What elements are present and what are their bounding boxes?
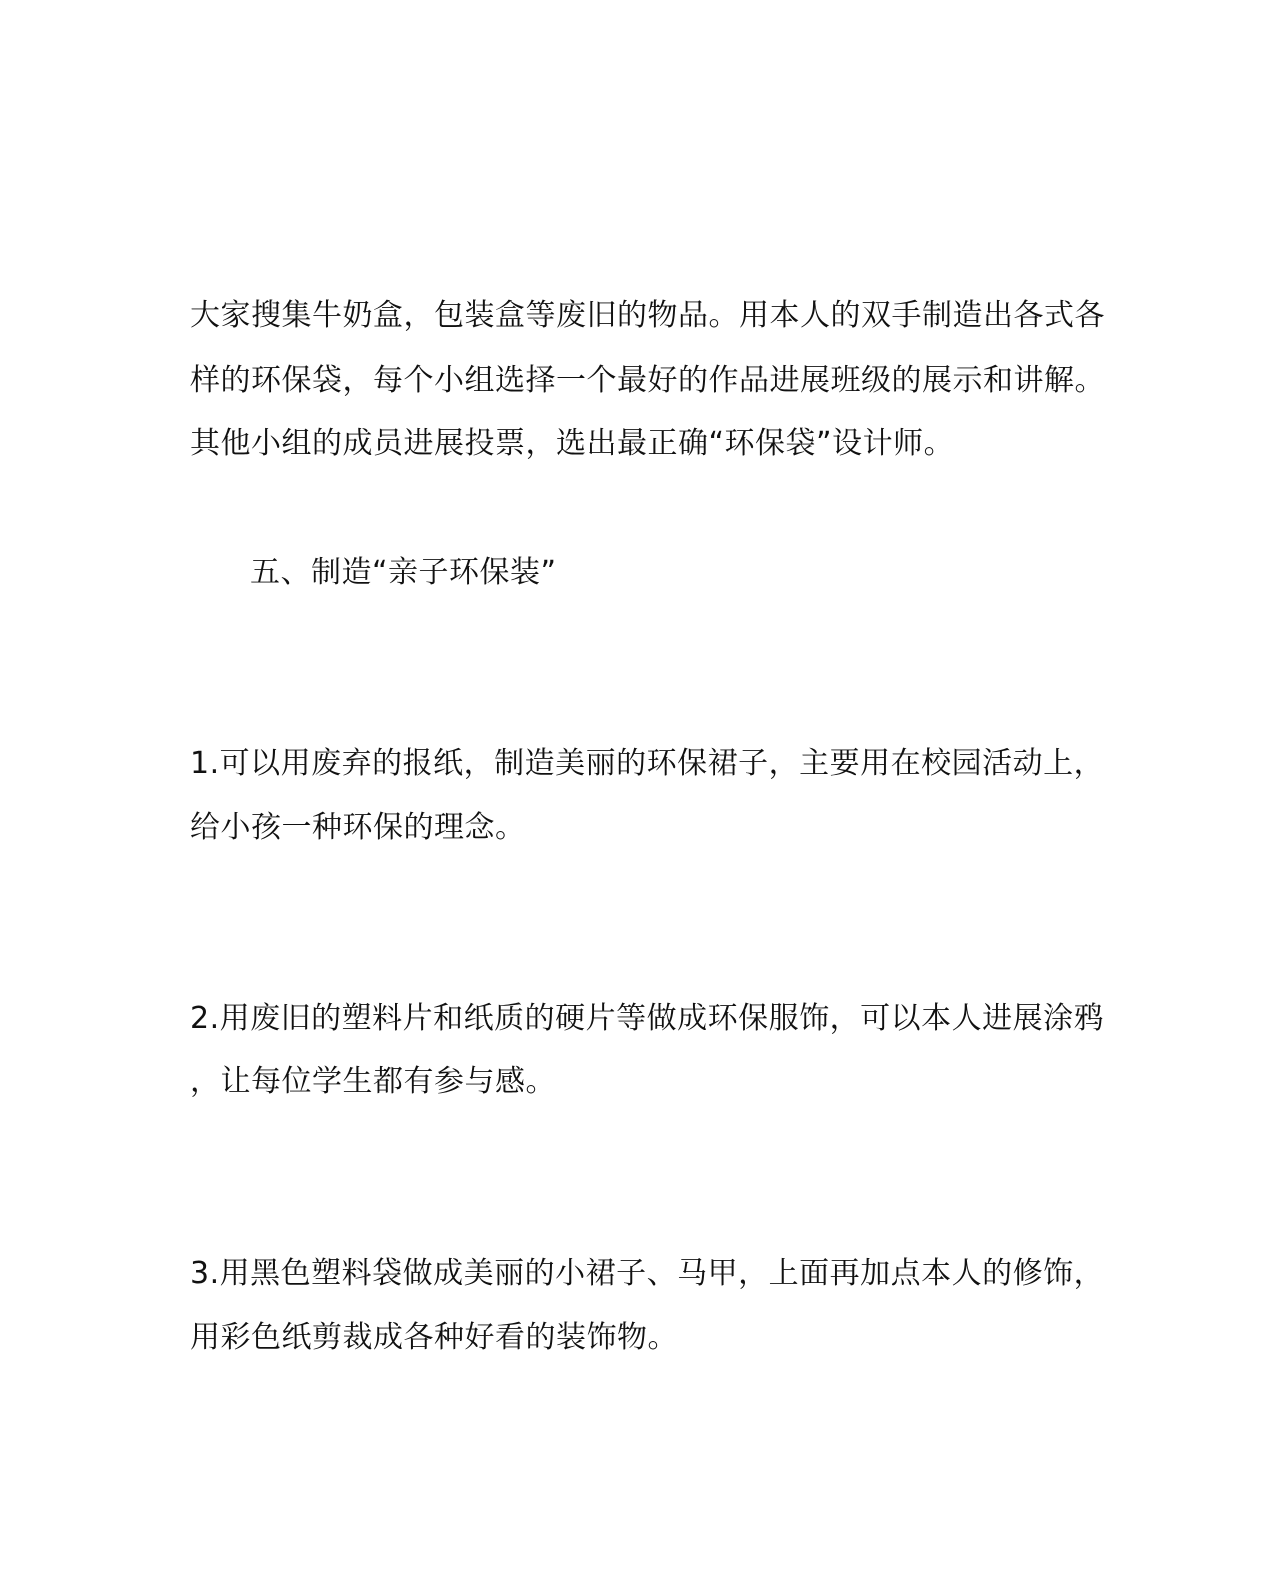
- list-item-line: 3.用黑色塑料袋做成美丽的小裙子、马甲，上面再加点本人的修饰，: [190, 1256, 1105, 1291]
- list-item-line: 2.用废旧的塑料片和纸质的硬片等做成环保服饰，可以本人进展涂鸦: [190, 1001, 1105, 1036]
- paragraph-line: 大家搜集牛奶盒，包装盒等废旧的物品。用本人的双手制造出各式各: [190, 298, 1105, 333]
- paragraph-line: 其他小组的成员进展投票，选出最正确“环保袋”设计师。: [190, 426, 955, 461]
- list-item-line: 用彩色纸剪裁成各种好看的装饰物。: [190, 1320, 678, 1355]
- list-item-line: 1.可以用废弃的报纸，制造美丽的环保裙子，主要用在校园活动上，: [190, 746, 1105, 781]
- section-heading: 五、制造“亲子环保装”: [250, 555, 557, 590]
- paragraph-line: 样的环保袋，每个小组选择一个最好的作品进展班级的展示和讲解。: [190, 363, 1105, 398]
- list-item-line: ，让每位学生都有参与感。: [190, 1064, 556, 1099]
- list-item-line: 给小孩一种环保的理念。: [190, 810, 526, 845]
